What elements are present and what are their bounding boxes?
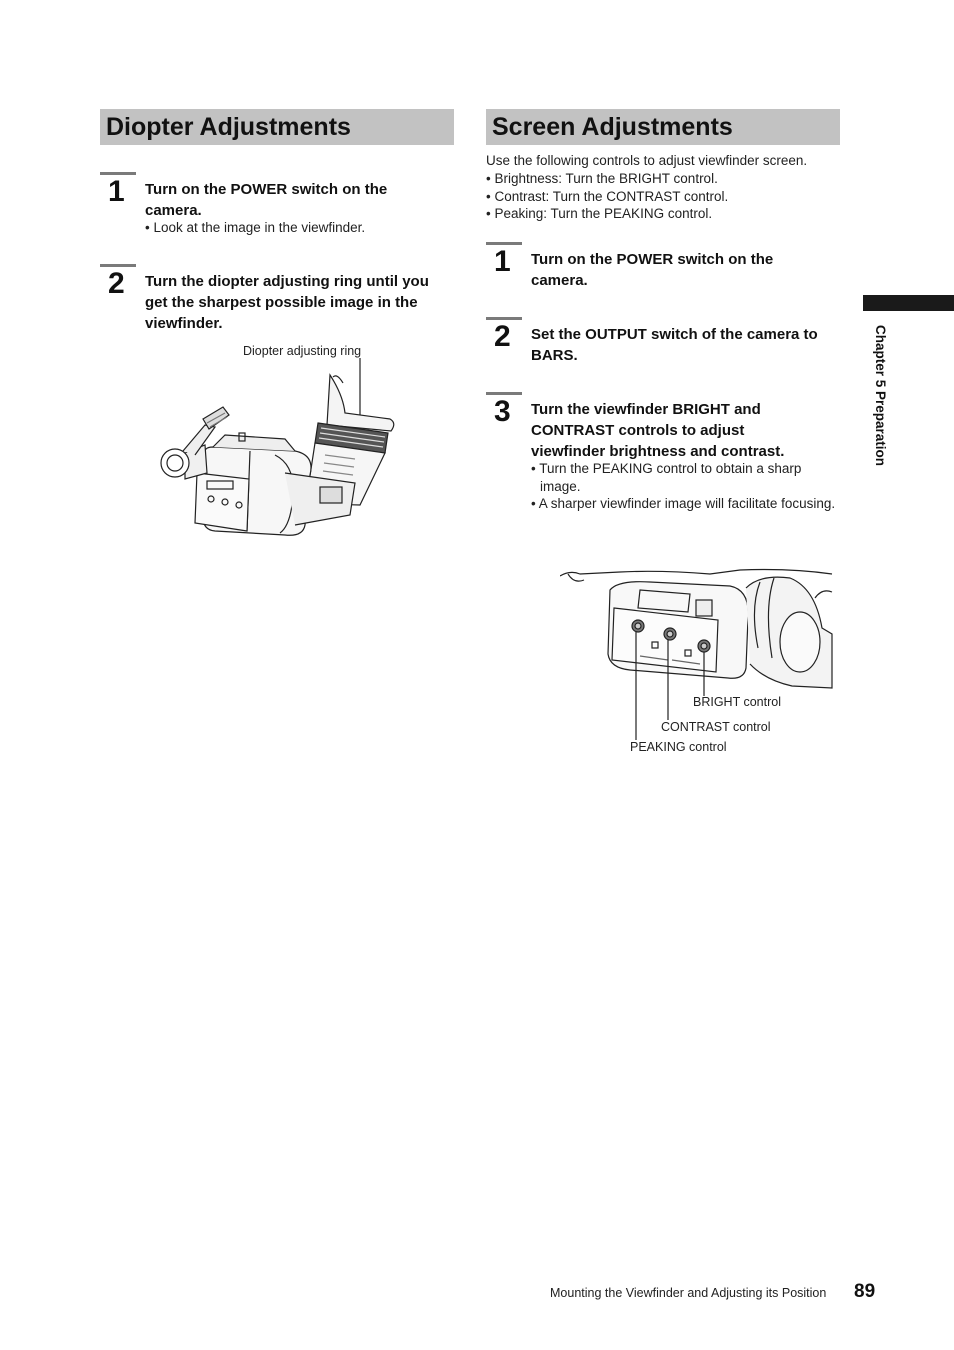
screen-step-3-bullet-1: • Turn the PEAKING control to obtain a sharp image. (531, 461, 802, 494)
chapter-tab-bar (863, 295, 954, 311)
diopter-step-2-number: 2 (108, 267, 125, 300)
screen-intro-bullet-brightness: • Brightness: Turn the BRIGHT control. (486, 171, 718, 186)
diopter-step-1-title: Turn on the POWER switch on the camera. (145, 181, 388, 219)
screen-step-2-title: Set the OUTPUT switch of the camera to BARS. (531, 326, 818, 364)
screen-step-1-title: Turn on the POWER switch on the camera. (531, 251, 774, 289)
screen-intro-bullet-peaking: • Peaking: Turn the PEAKING control. (486, 206, 713, 221)
screen-intro: Use the following controls to adjust viewfinder screen. (486, 153, 808, 168)
footer-section-title: Mounting the Viewfinder and Adjusting its Position (550, 1286, 827, 1300)
screen-step-3-number: 3 (494, 395, 511, 428)
screen-step-3-bullet-2: • A sharper viewfinder image will facilitate focusing. (531, 496, 836, 511)
peaking-control-caption: PEAKING control (630, 740, 727, 754)
viewfinder-diopter-illustration (155, 355, 405, 545)
screen-step-3-title: Turn the viewfinder BRIGHT and CONTRAST controls to adjust viewfinder brightness and contrast. (531, 401, 785, 460)
diopter-step-1-number: 1 (108, 175, 125, 208)
screen-intro-bullet-contrast: • Contrast: Turn the CONTRAST control. (486, 189, 729, 204)
diopter-ring-caption: Diopter adjusting ring (243, 344, 362, 358)
contrast-control-caption: CONTRAST control (661, 720, 771, 734)
diopter-step-2-title: Turn the diopter adjusting ring until you get the sharpest possible image in the viewfinder. (145, 273, 429, 332)
bright-control-caption: BRIGHT control (693, 695, 781, 709)
diopter-step-1-bullet-1: • Look at the image in the viewfinder. (145, 220, 366, 235)
page-number: 89 (854, 1281, 876, 1302)
screen-step-1-number: 1 (494, 245, 511, 278)
screen-step-2-number: 2 (494, 320, 511, 353)
screen-section-title: Screen Adjustments (486, 109, 840, 145)
diopter-section-title: Diopter Adjustments (100, 109, 454, 145)
chapter-side-label: Chapter 5 Preparation (873, 325, 888, 467)
